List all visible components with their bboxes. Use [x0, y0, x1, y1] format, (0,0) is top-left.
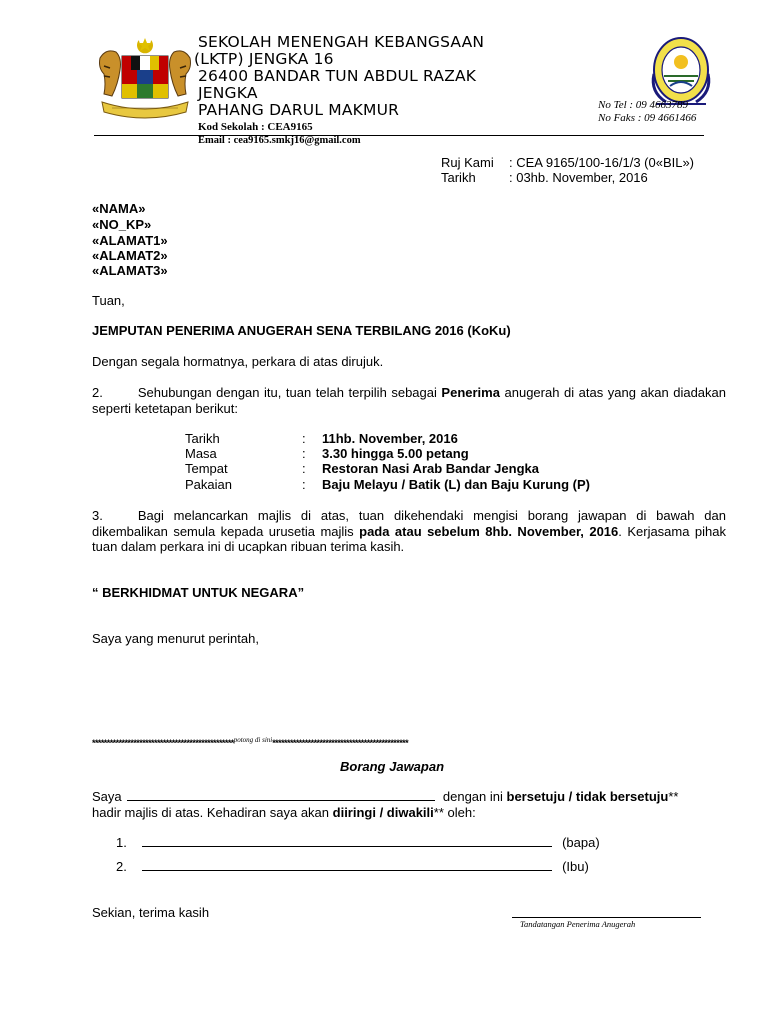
signature-line[interactable] [512, 917, 701, 918]
letterhead-divider [94, 135, 704, 136]
detail-value-pakaian: Baju Melayu / Batik (L) dan Baju Kurung (P) [322, 477, 590, 492]
recipient-ic: «NO_KP» [92, 217, 152, 232]
detail-colon: : [302, 446, 306, 461]
date-label: Tarikh [441, 170, 476, 185]
paragraph-3-text-end: . Kerjasama pihak tuan dalam perkara ini di ucapkan ribuan terima kasih. [92, 523, 726, 554]
escort-item-2-suffix: (Ibu) [562, 859, 589, 874]
paragraph-2-text-end: anugerah di atas yang akan diadakan seperti ketetapan berikut: [92, 385, 726, 416]
form-dengan-ini: dengan ini [442, 789, 507, 804]
ref-label: Ruj Kami [441, 155, 494, 170]
school-name-line-1: SEKOLAH MENENGAH KEBANGSAAN [198, 33, 485, 51]
school-email: Email : cea9165.smkj16@gmail.com [198, 135, 361, 146]
paragraph-2-number: 2. [92, 385, 103, 400]
escort-item-2 [116, 859, 589, 875]
detail-colon: : [302, 431, 306, 446]
form-choice: bersetuju / tidak bersetuju [506, 789, 669, 804]
detail-colon: : [302, 461, 306, 476]
paragraph-2-bold: Penerima [441, 385, 500, 400]
form-statement-line-2 [92, 805, 476, 821]
paragraph-3-bold: pada atau sebelum 8hb. November, 2016 [359, 523, 619, 539]
paragraph-3-text: Bagi melancarkan majlis di atas, tuan dikehendaki mengisi borang jawapan di bawah dan dikembalikan semula kepada urusetia majlis [92, 508, 726, 539]
date-value: : 03hb. November, 2016 [509, 170, 648, 185]
detail-colon: : [302, 477, 306, 492]
detail-value-tempat: Restoran Nasi Arab Bandar Jengka [322, 461, 539, 476]
recipient-name: «NAMA» [92, 201, 146, 216]
cut-line-stars-left: ************************************************ [92, 738, 234, 748]
form-title: Borang Jawapan [340, 759, 445, 774]
paragraph-2 [92, 385, 726, 416]
form-choice-stars: ** [668, 789, 679, 804]
malaysia-coat-of-arms-logo [92, 36, 198, 122]
recipient-address-2: «ALAMAT2» [92, 248, 168, 263]
school-name-line-2: (LKTP) JENGKA 16 [194, 50, 334, 68]
school-code: Kod Sekolah : CEA9165 [198, 121, 313, 133]
cut-line-label: potong di sini [233, 736, 273, 744]
closing-line: Saya yang menurut perintah, [92, 631, 259, 646]
signature-caption: Tandatangan Penerima Anugerah [520, 919, 636, 929]
cut-line-stars-right: ********************************************** [272, 738, 409, 748]
recipient-address-1: «ALAMAT1» [92, 233, 168, 248]
school-badge-logo [648, 34, 714, 108]
form-line2-end: ** oleh: [433, 805, 476, 820]
paragraph-1: Dengan segala hormatnya, perkara di atas dirujuk. [92, 354, 384, 369]
cut-line [92, 738, 408, 748]
form-statement-line-1 [92, 789, 678, 805]
sekian-text: Sekian, terima kasih [92, 905, 210, 920]
form-saya-label: Saya [92, 789, 122, 804]
detail-label-pakaian: Pakaian [185, 477, 232, 492]
detail-label-masa: Masa [185, 446, 217, 461]
paragraph-2-text: Sehubungan dengan itu, tuan telah terpilih sebagai [137, 385, 442, 400]
detail-value-tarikh: 11hb. November, 2016 [322, 431, 458, 446]
address-line-1: 26400 BANDAR TUN ABDUL RAZAK [198, 67, 477, 85]
fax-number: No Faks : 09 4661466 [598, 112, 697, 124]
motto: “ BERKHIDMAT UNTUK NEGARA” [92, 585, 305, 600]
escort-item-1 [116, 835, 600, 851]
detail-value-masa: 3.30 hingga 5.00 petang [322, 446, 469, 461]
address-line-2: JENGKA [198, 84, 258, 102]
paragraph-3 [92, 508, 726, 555]
escort-item-1-number: 1. [116, 835, 127, 850]
phone-number: No Tel : 09 4663789 [598, 99, 689, 111]
name-blank-line[interactable] [127, 789, 435, 801]
form-line2-bold: diiringi / diwakili [332, 805, 434, 820]
escort-item-1-suffix: (bapa) [562, 835, 600, 850]
escort-item-2-line[interactable] [142, 859, 552, 871]
letter-subject: JEMPUTAN PENERIMA ANUGERAH SENA TERBILANG 2016 (KoKu) [92, 323, 511, 338]
ref-value: : CEA 9165/100-16/1/3 (0«BIL») [509, 155, 695, 170]
detail-label-tempat: Tempat [185, 461, 228, 476]
form-line2-text: hadir majlis di atas. Kehadiran saya akan [92, 805, 333, 820]
escort-item-2-number: 2. [116, 859, 127, 874]
state-name: PAHANG DARUL MAKMUR [198, 101, 400, 119]
paragraph-3-number: 3. [92, 508, 103, 523]
recipient-address-3: «ALAMAT3» [92, 263, 168, 278]
salutation: Tuan, [92, 293, 125, 308]
escort-item-1-line[interactable] [142, 835, 552, 847]
detail-label-tarikh: Tarikh [185, 431, 220, 446]
